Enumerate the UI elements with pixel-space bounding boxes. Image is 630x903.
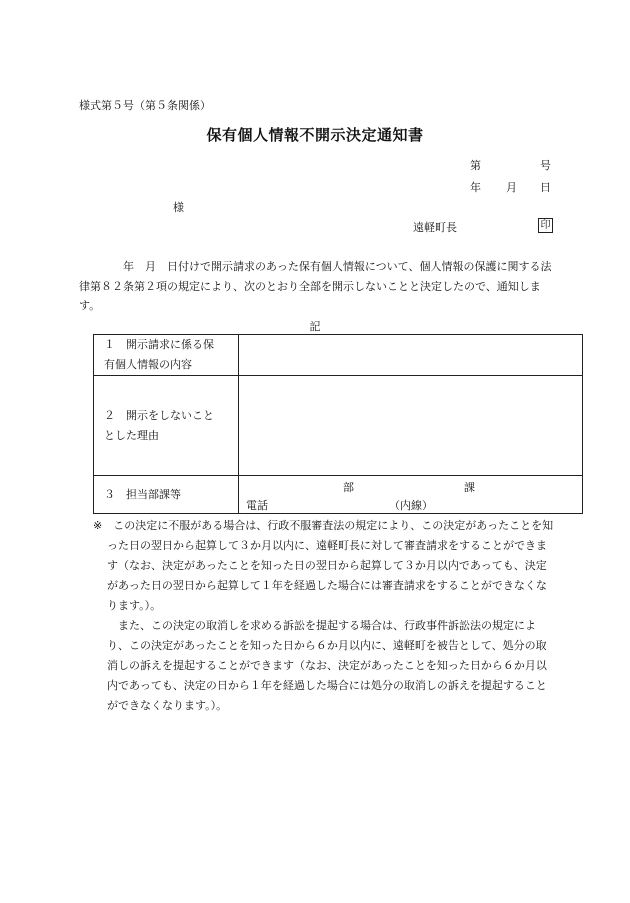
dept-bu-label: 部 (343, 481, 354, 494)
reason-value-cell[interactable] (239, 376, 583, 476)
extension-label: （内線） (389, 499, 433, 512)
content-value-cell[interactable] (239, 335, 583, 376)
content-label-line2: 有個人情報の内容 (104, 358, 192, 371)
notes-section (93, 516, 555, 716)
lawsuit-note: また、この決定の取消しを求める訴訟を提起する場合は、行政事件訴訟法の規定により、この決定があったことを知った日から６か月以内に、遠軽町を被告として、処分の取消しの訴えを提起することができます（なお、決定があったことを知った日から６か月以内であっても、決定の日から１年を経過した場合には処分の取消しの訴えを提起することができなくなります。）。 (107, 619, 547, 712)
content-label-cell (94, 335, 239, 376)
reason-label-line2: とした理由 (104, 428, 159, 442)
date-year-label: 年 (470, 181, 481, 194)
issuer-name: 遠軽町長 (413, 221, 457, 234)
table-row (94, 376, 583, 476)
number-label-go: 号 (540, 159, 551, 172)
addressee-suffix: 様 (173, 201, 184, 214)
number-label-dai: 第 (470, 159, 481, 172)
phone-label: 電話 (246, 499, 268, 512)
reason-label-line1: ２ 開示をしないこと (104, 408, 214, 422)
dept-value-cell[interactable] (239, 476, 583, 514)
document-title: 保有個人情報不開示決定通知書 (206, 126, 424, 144)
content-label-line1: １ 開示請求に係る保 (104, 338, 214, 351)
appeal-note: ※ この決定に不服がある場合は、行政不服審査法の規定により、この決定があったことを知った日の翌日から起算して３か月以内に、遠軽町長に対して審査請求をすることができます（なお、決定があったことを知った日の翌日から起算して３か月以内であっても、決定があった日の翌日から起算して１年を経過した場合には審査請求をすることができなくなります。）。 (93, 519, 554, 612)
seal-mark: 印 (538, 218, 553, 233)
form-number: 様式第５号（第５条関係） (79, 99, 211, 112)
reason-label-cell (94, 376, 239, 476)
dept-label-cell (94, 476, 239, 514)
table-row (94, 335, 583, 376)
dept-ka-label: 課 (464, 481, 475, 494)
table-row (94, 476, 583, 514)
ki-heading: 記 (309, 320, 321, 333)
date-month-label: 月 (506, 181, 517, 194)
body-paragraph: 年 月 日付けで開示請求のあった保有個人情報について、個人情報の保護に関する法律第８２条第２項の規定により、次のとおり全部を開示しないことと決定したので、通知します。 (79, 260, 552, 312)
decision-table (93, 334, 583, 514)
dept-label: ３ 担当部課等 (104, 487, 181, 501)
date-day-label: 日 (540, 181, 551, 194)
